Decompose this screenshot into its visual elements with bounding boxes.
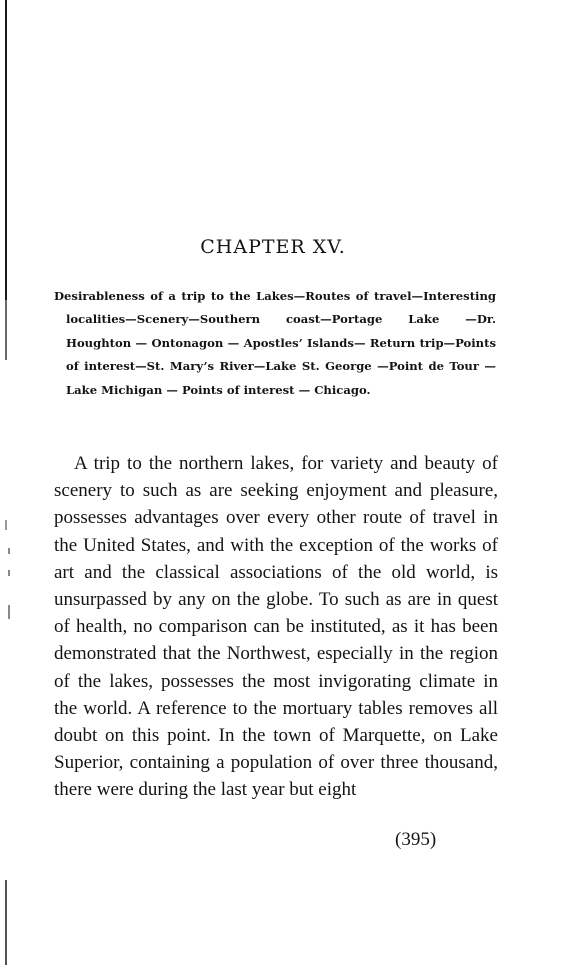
scan-edge-mark (8, 570, 10, 576)
body-paragraph: A trip to the northern lakes, for variety and beauty of scenery to such as are seeking enjoyment and pleasure, possesses advantages over every other route of travel in the United States, and with the exception of the works of art and the classical associations of the old world, is unsurpassed by any on the globe. To such as are in quest of health, no comparison can be instituted, as it has been demonstrated that the Northwest, especially in the region of the lakes, possesses the most invigorating climate in the world. A reference to the mortuary tables removes all doubt on this point. In the town of Marquette, on Lake Superior, containing a population of over three thousand, there were during the last year but eight (54, 453, 498, 801)
scan-binding-edge (5, 0, 7, 965)
chapter-synopsis: Desirableness of a trip to the Lakes—Routes of travel—Interesting localities—Scenery—Southern coast—Portage Lake —Dr. Houghton — Ontonagon — Apostles’ Islands— Return trip—Points of interest—St. Mary’s River—Lake St. George —Point de Tour — Lake Michigan — Points of interest — Chicago. (54, 289, 496, 397)
scan-edge-mark (8, 548, 10, 554)
chapter-title: CHAPTER XV. (200, 236, 346, 258)
scan-edge-mark (8, 605, 10, 619)
page-number: (395) (395, 829, 437, 850)
